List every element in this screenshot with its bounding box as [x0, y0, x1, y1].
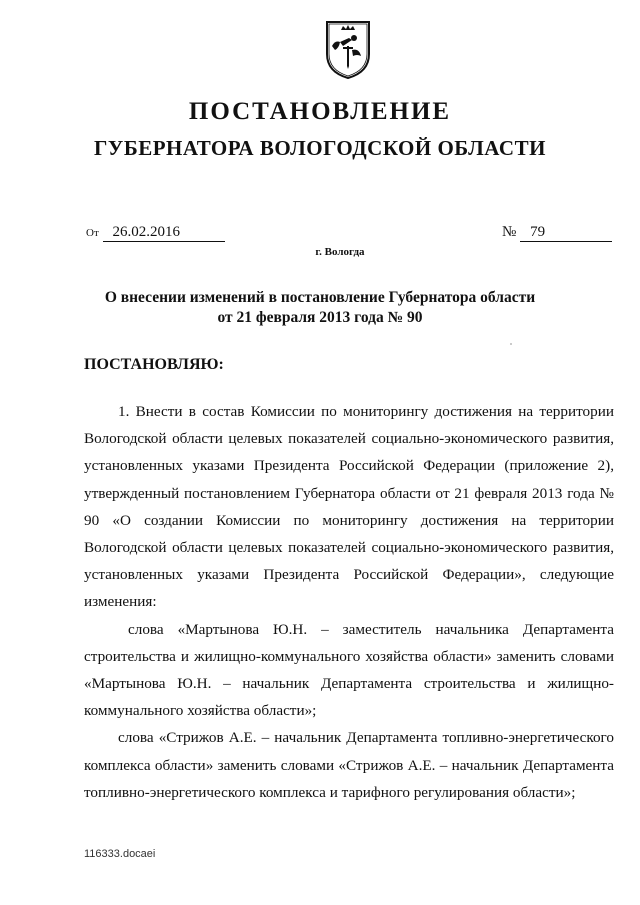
city: г. Вологда: [315, 246, 365, 258]
subject-line-2: от 21 февраля 2013 года № 90: [217, 309, 423, 326]
paragraph: 1. Внести в состав Комиссии по мониторингу достижения на территории Вологодской области целевых показателей социально-экономического развития, установленных указами Президента Российской Федерации (приложение 2), утвержденный постановлением Губернатора области от 21 февраля 2013 года № 90 «О создании Комиссии по мониторингу достижения на территории Вологодской области целевых показателей социально-экономического развития, установленных указами Президента Российской Федерации», следующие изменения:: [84, 403, 614, 611]
date-value: 26.02.2016: [103, 224, 225, 242]
paragraph: слова «Мартынова Ю.Н. – заместитель начальника Департамента строительства и жилищно-коммунального хозяйства области» заменить словами «Мартынова Ю.Н. – начальник Департамента строительства и жилищно-коммунального хозяйства области»;: [84, 620, 614, 720]
number-field: [502, 224, 612, 242]
paragraph: слова «Стрижов А.Е. – начальник Департамента топливно-энергетического комплекса области» заменить словами «Стрижов А.Е. – начальник Департамента топливно-энергетического комплекса и тарифного регулирования области»;: [84, 729, 614, 801]
document-title: ПОСТАНОВЛЕНИЕ: [188, 98, 452, 125]
decree-word: ПОСТАНОВЛЯЮ:: [84, 356, 224, 373]
coat-of-arms-icon: [323, 18, 373, 80]
number-value: 79: [520, 224, 612, 242]
date-field: [86, 224, 225, 242]
subject-heading: [0, 288, 640, 328]
document-body: [84, 398, 614, 806]
date-prefix: От: [86, 227, 99, 239]
scan-speck: [510, 343, 512, 345]
subject-line-1: О внесении изменений в постановление Губернатора области: [104, 289, 536, 306]
issuer-title: ГУБЕРНАТОРА ВОЛОГОДСКОЙ ОБЛАСТИ: [94, 136, 546, 160]
number-prefix: №: [502, 224, 517, 240]
file-code: 116333.docaei: [84, 848, 156, 860]
